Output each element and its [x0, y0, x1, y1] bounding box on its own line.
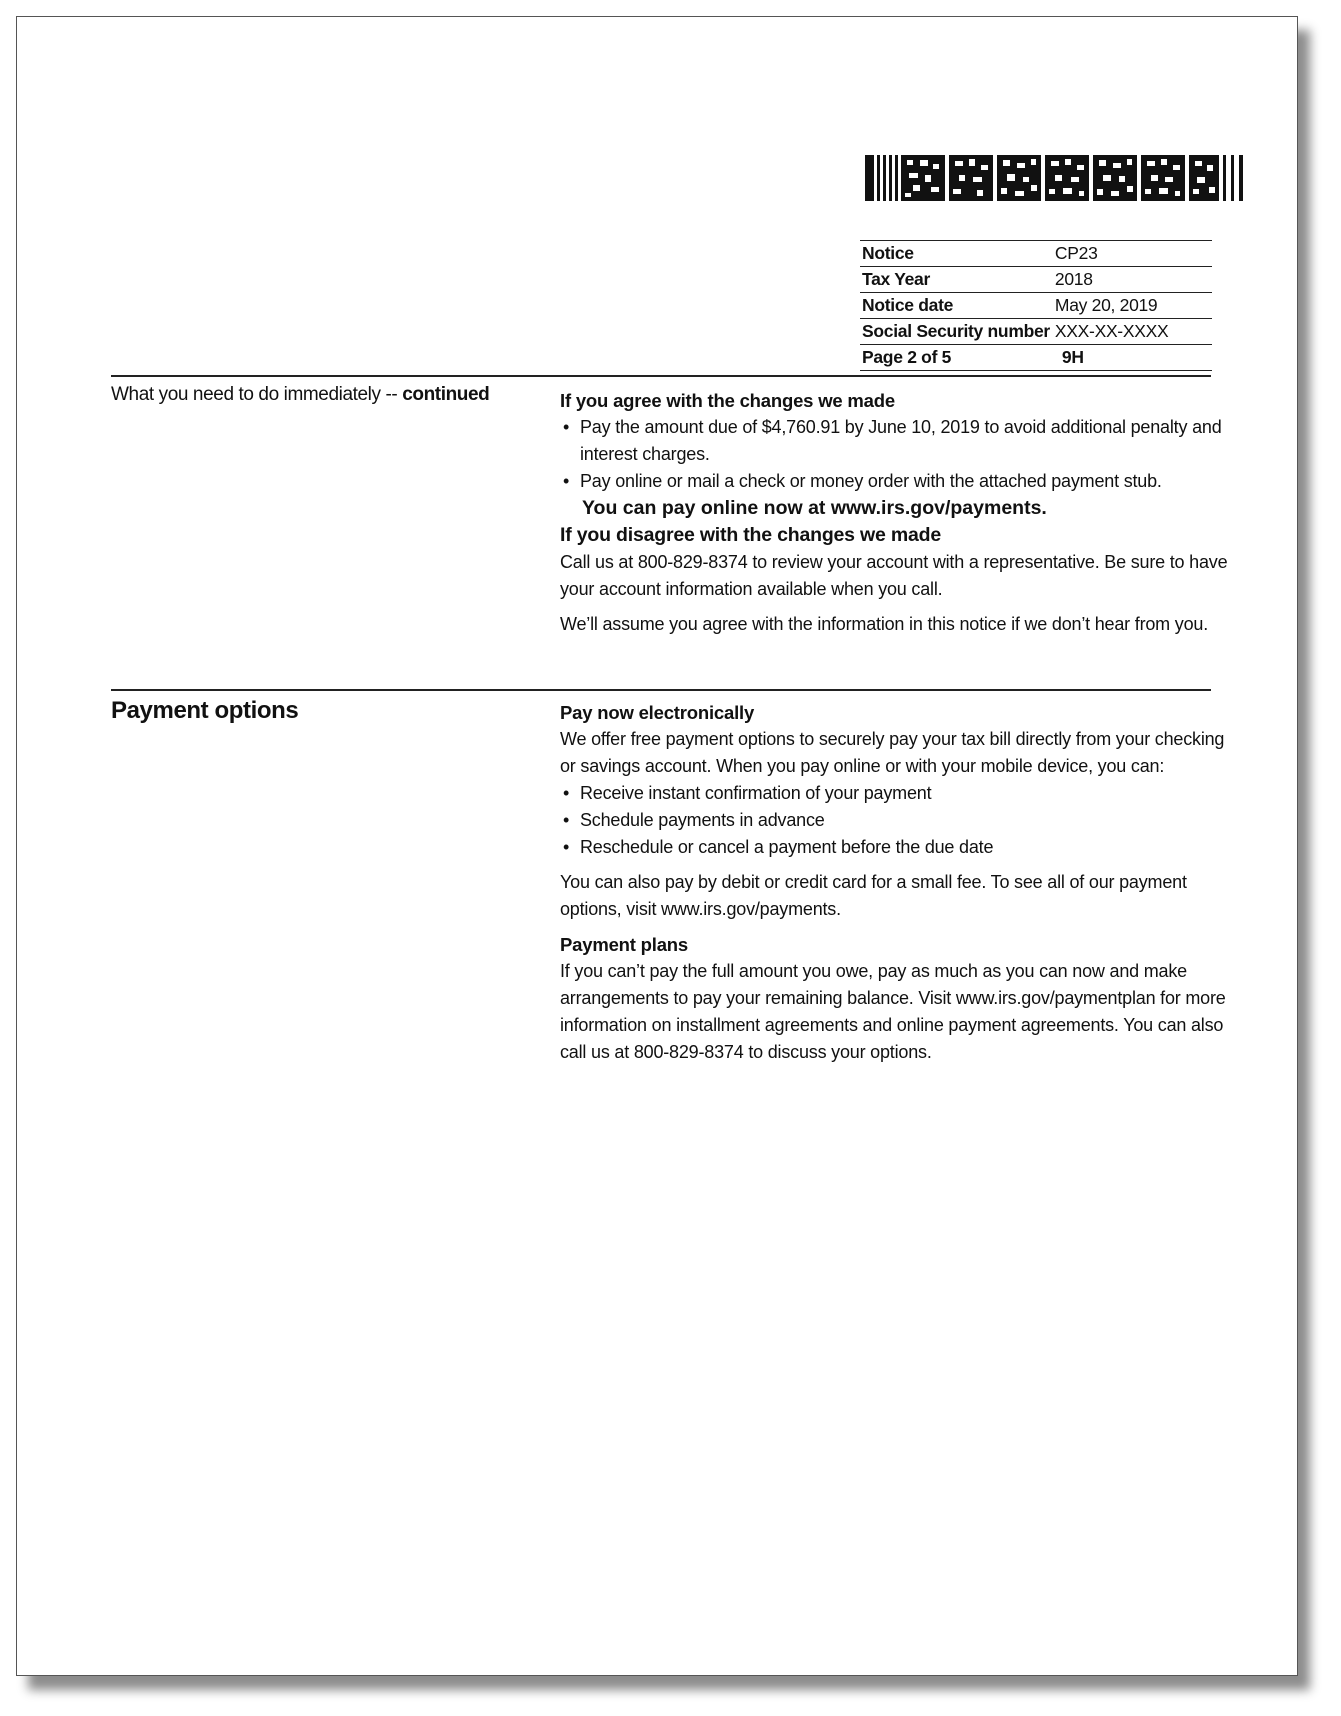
ssn-label: Social Security number [860, 319, 1052, 345]
table-row [860, 267, 1212, 293]
table-row [860, 345, 1212, 371]
pay-electronic-text: We offer free payment options to securely pay your tax bill directly from your checking or savings account. When you pay online or with your mobile device, you can: [560, 729, 1225, 776]
disagree-text: Call us at 800-829-8374 to review your account with a representative. Be sure to have your account information available when you call. [560, 552, 1228, 599]
assume-agree-text: We’ll assume you agree with the information in this notice if we don’t hear from you. [560, 614, 1208, 634]
tax-year-label: Tax Year [860, 267, 1052, 293]
agree-heading: If you agree with the changes we made [560, 390, 895, 411]
tax-year-value: 2018 [1052, 267, 1212, 293]
notice-info-table [860, 240, 1212, 371]
pay-electronic-heading: Pay now electronically [560, 702, 755, 723]
notice-label: Notice [860, 241, 1052, 267]
table-row [860, 319, 1212, 345]
list-item [560, 807, 1230, 834]
list-item [560, 414, 1230, 468]
section-payment-content [560, 699, 1230, 1066]
page-code-value: 9H [1052, 345, 1212, 371]
electronic-bullet-text: Receive instant confirmation of your payment [580, 783, 932, 803]
page-number-label: Page 2 of 5 [860, 345, 1052, 371]
payment-plans-heading: Payment plans [560, 934, 688, 955]
payment-options-heading: Payment options [111, 697, 299, 724]
ssn-value: XXX-XX-XXXX [1052, 319, 1212, 345]
list-item [560, 780, 1230, 807]
payment-plans-text: If you can’t pay the full amount you owe, pay as much as you can now and make arrangements to pay your remaining balance. Visit www.irs.gov/paymentplan for more information on installment agreements and online payment agreements. You can also call us at 800-829-8374 to discuss your options. [560, 961, 1226, 1062]
section-immediate-content [560, 387, 1230, 638]
card-payment-text: You can also pay by debit or credit card for a small fee. To see all of our payment options, visit www.irs.gov/payments. [560, 872, 1187, 919]
disagree-heading: If you disagree with the changes we made [560, 524, 942, 546]
table-row [860, 241, 1212, 267]
notice-date-label: Notice date [860, 293, 1052, 319]
electronic-bullet-text: Reschedule or cancel a payment before the due date [580, 837, 994, 857]
bullet-icon: • [563, 837, 570, 857]
list-item [560, 468, 1230, 495]
electronic-bullet-text: Schedule payments in advance [580, 810, 825, 830]
bullet-icon: • [563, 810, 570, 830]
bullet-icon: • [563, 471, 570, 491]
table-row [860, 293, 1212, 319]
bullet-icon: • [563, 417, 570, 437]
agree-bullet-text: Pay online or mail a check or money order with the attached payment stub. [580, 471, 1162, 491]
list-item [560, 834, 1230, 861]
section-divider [111, 375, 1211, 377]
section-heading-text: What you need to do immediately -- [111, 384, 403, 405]
section-divider [111, 689, 1211, 691]
section-heading-continued: continued [402, 384, 490, 405]
barcode-icon [865, 155, 1243, 201]
notice-page [16, 16, 1298, 1676]
section-heading-immediate [111, 384, 489, 406]
pay-online-line: You can pay online now at www.irs.gov/payments. [582, 497, 1047, 519]
notice-value: CP23 [1052, 241, 1212, 267]
notice-date-value: May 20, 2019 [1052, 293, 1212, 319]
bullet-icon: • [563, 783, 570, 803]
agree-bullet-text: Pay the amount due of $4,760.91 by June 10, 2019 to avoid additional penalty and interest charges. [580, 417, 1222, 464]
